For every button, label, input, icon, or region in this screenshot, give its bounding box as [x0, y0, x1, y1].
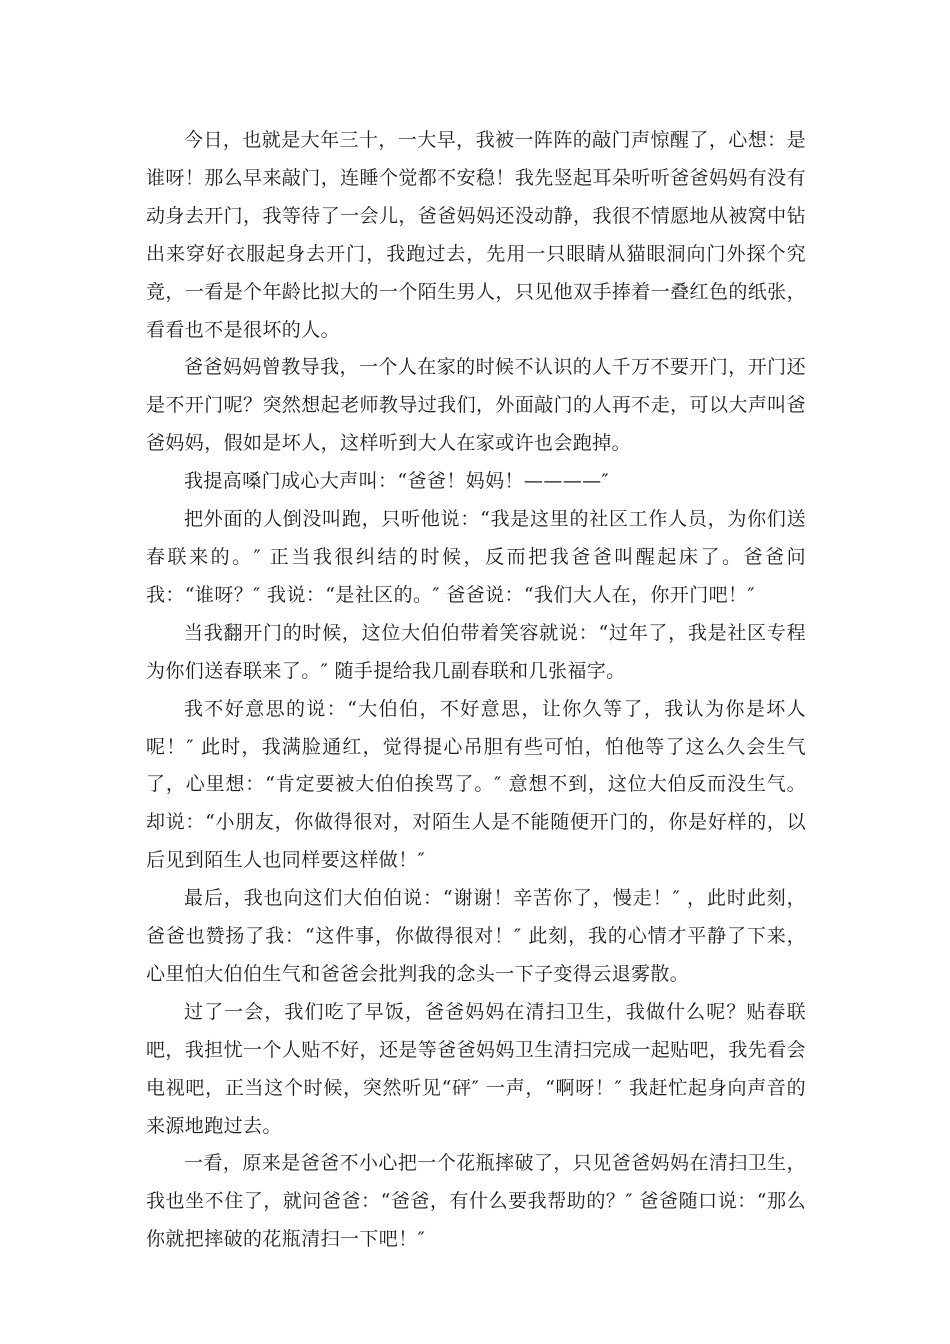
paragraph-3: 我提高嗓门成心大声叫：“爸爸！妈妈！————″	[184, 470, 610, 493]
paragraph-9: 一看，原来是爸爸不小心把一个花瓶摔破了，只见爸爸妈妈在清扫卫生，我也坐不住了，就问爸爸：“爸爸，有什么要我帮助的？″ 爸爸随口说：“那么你就把摔破的花瓶清扫一下吧！″	[146, 1152, 806, 1251]
paragraph-1: 今日，也就是大年三十，一大早，我被一阵阵的敲门声惊醒了，心想：是谁呀！那么早来敲门，连睡个觉都不安稳！我先竖起耳朵听听爸爸妈妈有没有动身去开门，我等待了一会儿，爸爸妈妈还没动静，我很不情愿地从被窝中钻出来穿好衣服起身去开门，我跑过去，先用一只眼睛从猫眼洞向门外探个究竟，一看是个年龄比拟大的一个陌生男人，只见他双手捧着一叠红色的纸张，看看也不是很坏的人。	[146, 129, 806, 341]
paragraph-4: 把外面的人倒没叫跑，只听他说：“我是这里的社区工作人员，为你们送春联来的。″ 正当我很纠结的时候，反而把我爸爸叫醒起床了。爸爸问我：“谁呀？″ 我说：“是社区的。″ 爸爸说：“我们大人在，你开门吧！″	[146, 508, 806, 606]
paragraph-7: 最后，我也向这们大伯伯说：“谢谢！辛苦你了，慢走！″ ，此时此刻，爸爸也赞扬了我：“这件事，你做得很对！″ 此刻，我的心情才平静了下来，心里怕大伯伯生气和爸爸会批判我的念头一下子变得云退雾散。	[146, 887, 806, 985]
essay-body	[146, 122, 806, 1259]
paragraph-6: 我不好意思的说：“大伯伯，不好意思，让你久等了，我认为你是坏人呢！″ 此时，我满脸通红，觉得提心吊胆有些可怕，怕他等了这么久会生气了，心里想：“肯定要被大伯伯挨骂了。″ 意想不到，这位大伯反而没生气。却说：“小朋友，你做得很对，对陌生人是不能随便开门的，你是好样的，以后见到陌生人也同样要这样做！″	[146, 697, 806, 872]
paragraph-8: 过了一会，我们吃了早饭，爸爸妈妈在清扫卫生，我做什么呢？贴春联吧，我担忧一个人贴不好，还是等爸爸妈妈卫生清扫完成一起贴吧，我先看会电视吧，正当这个时候，突然听见“砰″ 一声，“啊呀！″ 我赶忙起身向声音的来源地跑过去。	[146, 1000, 806, 1137]
paragraph-5: 当我翻开门的时候，这位大伯伯带着笑容就说：“过年了，我是社区专程为你们送春联来了。″ 随手提给我几副春联和几张福字。	[146, 621, 806, 682]
paragraph-2: 爸爸妈妈曾教导我，一个人在家的时候不认识的人千万不要开门，开门还是不开门呢？突然想起老师教导过我们，外面敲门的人再不走，可以大声叫爸爸妈妈，假如是坏人，这样听到大人在家或许也会跑掉。	[146, 356, 806, 455]
